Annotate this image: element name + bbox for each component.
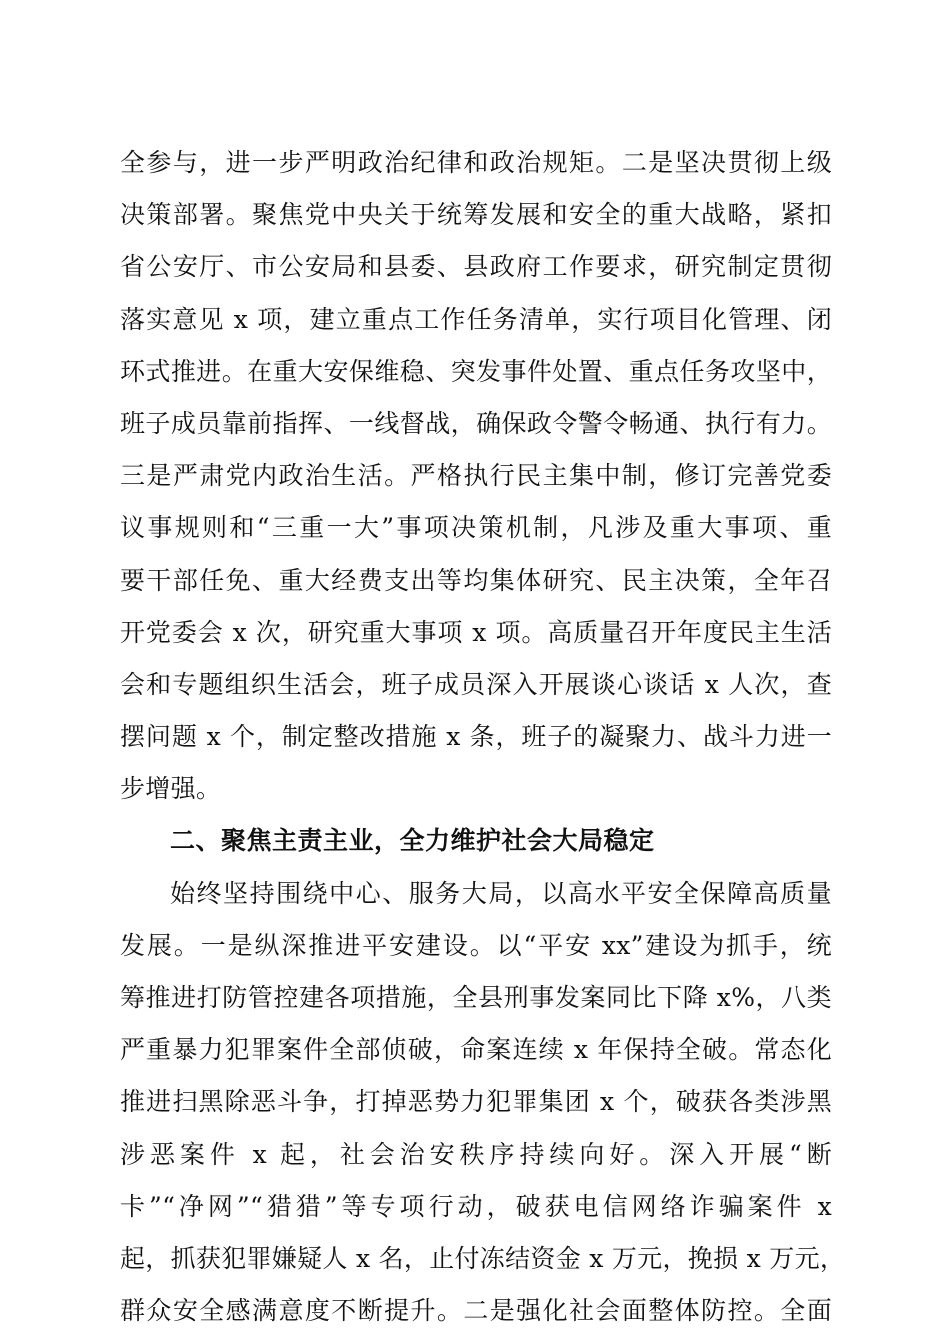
text-line: 筹推进打防管控建各项措施，全县刑事发案同比下降 x%，八类 (120, 983, 832, 1012)
text-line: 班子成员靠前指挥、一线督战，确保政令警令畅通、执行有力。 (120, 408, 832, 438)
text-line: 起，抓获犯罪嫌疑人 x 名，止付冻结资金 x 万元，挽损 x 万元， (120, 1243, 846, 1273)
text-line: 三是严肃党内政治生活。严格执行民主集中制，修订完善党委 (120, 461, 832, 491)
text-line: 落实意见 x 项，建立重点工作任务清单，实行项目化管理、闭 (120, 304, 832, 334)
text-line: 全参与，进一步严明政治纪律和政治规矩。二是坚决贯彻上级 (120, 148, 832, 177)
text-line: 严重暴力犯罪案件全部侦破，命案连续 x 年保持全破。常态化 (120, 1035, 832, 1065)
text-line: 开党委会 x 次，研究重大事项 x 项。高质量召开年度民主生活 (120, 617, 832, 647)
section-heading: 二、聚焦主责主业，全力维护社会大局稳定 (170, 826, 655, 856)
text-line: 摆问题 x 个，制定整改措施 x 条，班子的凝聚力、战斗力进一 (120, 722, 832, 752)
text-line: 始终坚持围绕中心、服务大局，以高水平安全保障高质量 (170, 878, 832, 908)
text-line: 涉恶案件 x 起，社会治安秩序持续向好。深入开展“断 (120, 1139, 832, 1169)
text-line: 决策部署。聚焦党中央关于统筹发展和安全的重大战略，紧扣 (120, 200, 832, 230)
text-line: 会和专题组织生活会，班子成员深入开展谈心谈话 x 人次，查 (120, 669, 832, 699)
text-line: 发展。一是纵深推进平安建设。以“平安 xx”建设为抓手，统 (120, 930, 832, 960)
text-line: 步增强。 (120, 774, 222, 804)
text-line: 议事规则和“三重一大”事项决策机制，凡涉及重大事项、重 (120, 513, 832, 543)
text-line: 推进扫黑除恶斗争，打掉恶势力犯罪集团 x 个，破获各类涉黑 (120, 1087, 832, 1117)
paragraph-continued (120, 137, 832, 815)
text-line: 环式推进。在重大安保维稳、突发事件处置、重点任务攻坚中， (120, 356, 832, 386)
text-line: 要干部任免、重大经费支出等均集体研究、民主决策，全年召 (120, 565, 832, 595)
text-line: 省公安厅、市公安局和县委、县政府工作要求，研究制定贯彻 (120, 252, 832, 282)
paragraph-section-2 (120, 868, 846, 1338)
text-line: 卡”“净网”“猎猎”等专项行动，破获电信网络诈骗案件 x (120, 1191, 832, 1221)
document-body (120, 137, 846, 1337)
text-line: 群众安全感满意度不断提升。二是强化社会面整体防控。全面 (120, 1296, 832, 1326)
